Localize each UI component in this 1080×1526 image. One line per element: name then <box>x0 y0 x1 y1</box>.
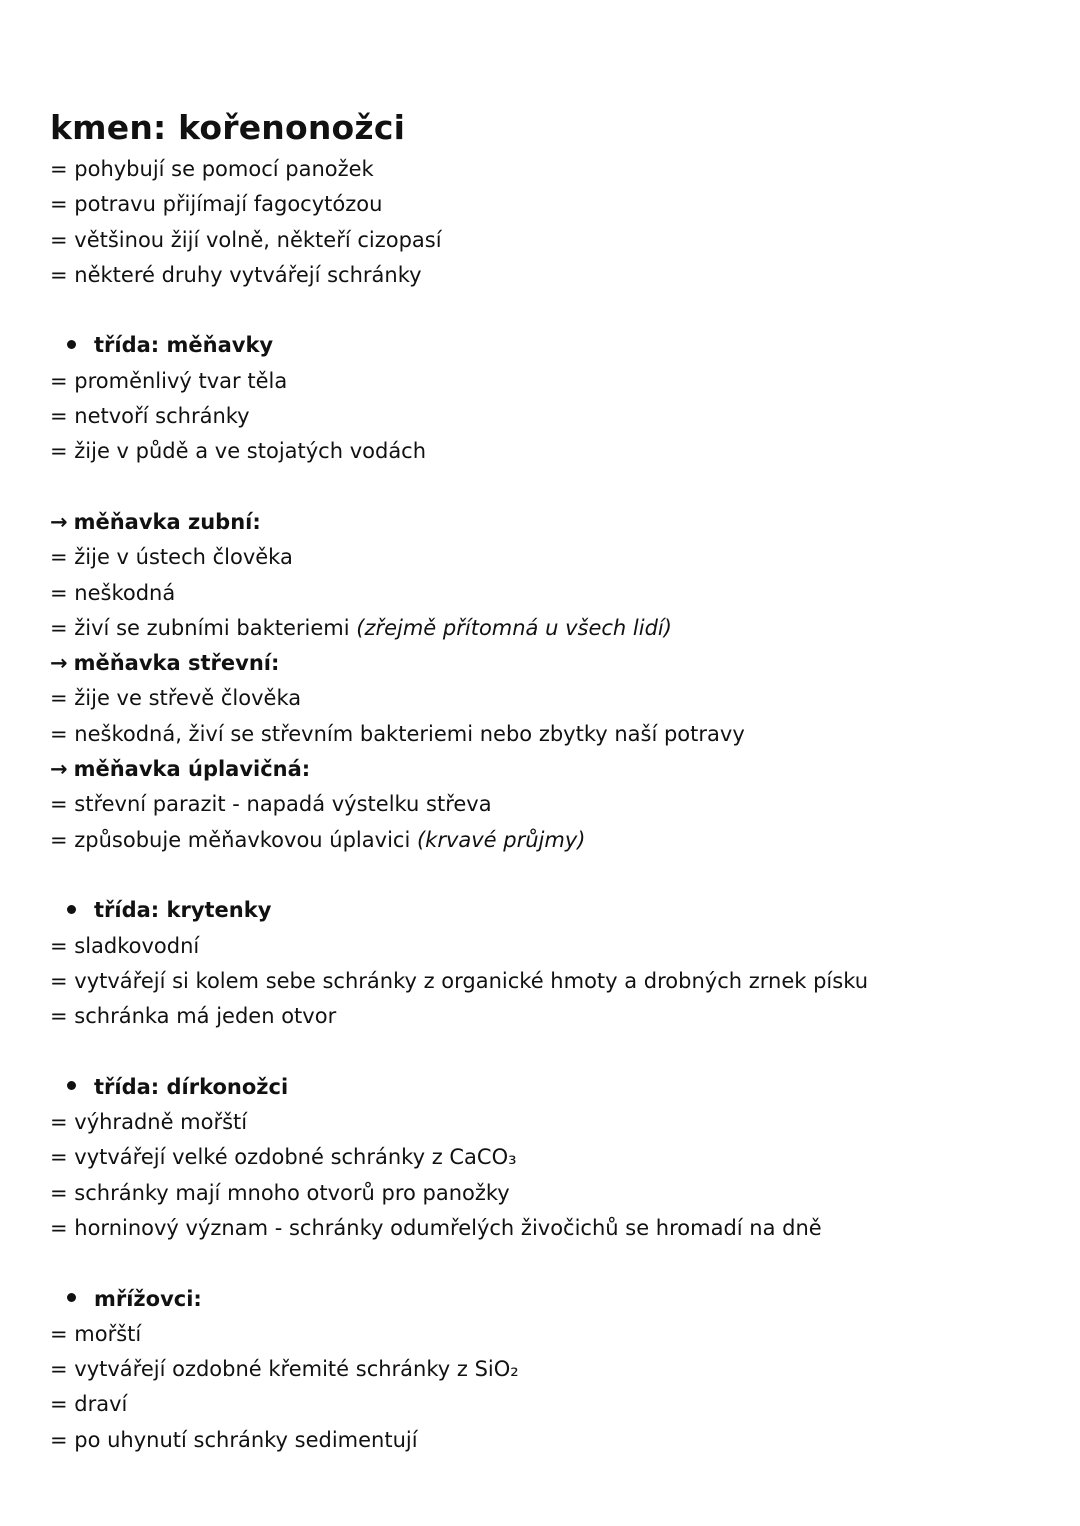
bullet-icon <box>67 905 76 914</box>
spacer <box>50 1246 1050 1281</box>
section-heading-dirkonozci <box>50 1070 1050 1105</box>
uplavicna-line-note: (krvavé průjmy) <box>416 827 586 852</box>
intro-line: = pohybují se pomocí panožek <box>50 157 374 181</box>
uplavicna-line-text: = způsobuje měňavkovou úplavici <box>50 827 417 852</box>
bullet-icon <box>67 340 76 349</box>
arrow-right-icon: → <box>50 757 68 782</box>
zubni-line-note: (zřejmě přítomná u všech lidí) <box>356 615 672 640</box>
mrizovci-line: = mořští <box>50 1321 142 1346</box>
menavky-line: = netvoří schránky <box>50 404 250 429</box>
zubni-line-text: = živí se zubními bakteriemi <box>50 615 357 640</box>
krytenky-line: = schránka má jeden otvor <box>50 1004 337 1029</box>
intro-line: = potravu přijímají fagocytózou <box>50 192 383 217</box>
dirkonozci-line: = vytvářejí velké ozdobné schránky z CaCO₃ <box>50 1145 517 1170</box>
intro-line: = některé druhy vytvářejí schránky <box>50 262 422 287</box>
krytenky-line: = sladkovodní <box>50 933 200 958</box>
uplavicna-line <box>50 823 1050 858</box>
bullet-icon <box>67 1293 76 1302</box>
spacer <box>50 293 1050 328</box>
mrizovci-line: = po uhynutí schránky sedimentují <box>50 1427 418 1452</box>
section-heading-text: mřížovci: <box>94 1286 202 1311</box>
subheading-menavka-uplavicna <box>50 752 1050 787</box>
subheading-text: měňavka úplavičná: <box>73 757 311 782</box>
bullet-icon <box>67 1081 76 1090</box>
dirkonozci-line: = výhradně mořští <box>50 1110 248 1135</box>
strevni-line: = neškodná, živí se střevním bakteriemi nebo zbytky naší potravy <box>50 721 745 746</box>
strevni-line: = žije ve střevě člověka <box>50 686 302 711</box>
zubni-line: = neškodná <box>50 580 176 605</box>
section-heading-text: třída: dírkonožci <box>94 1074 289 1099</box>
arrow-right-icon: → <box>50 509 68 534</box>
subheading-menavka-zubni <box>50 505 1050 540</box>
zubni-line <box>50 611 1050 646</box>
spacer <box>50 470 1050 505</box>
spacer <box>50 1034 1050 1069</box>
menavky-line: = žije v půdě a ve stojatých vodách <box>50 439 427 464</box>
section-heading-krytenky <box>50 893 1050 928</box>
section-heading-mrizovci <box>50 1282 1050 1317</box>
zubni-line: = žije v ústech člověka <box>50 545 293 570</box>
subheading-menavka-strevni <box>50 646 1050 681</box>
section-heading-menavky <box>50 328 1050 363</box>
mrizovci-line: = draví <box>50 1392 128 1417</box>
krytenky-line: = vytvářejí si kolem sebe schránky z organické hmoty a drobných zrnek písku <box>50 968 869 993</box>
spacer <box>50 858 1050 893</box>
dirkonozci-line: = horninový význam - schránky odumřelých živočichů se hromadí na dně <box>50 1215 822 1240</box>
page-title: kmen: kořenonožci <box>50 108 406 147</box>
mrizovci-line: = vytvářejí ozdobné křemité schránky z SiO₂ <box>50 1357 519 1382</box>
notes-page <box>50 106 1050 1458</box>
arrow-right-icon: → <box>50 651 68 676</box>
subheading-text: měňavka střevní: <box>73 651 280 676</box>
section-heading-text: třída: krytenky <box>94 898 272 923</box>
uplavicna-line: = střevní parazit - napadá výstelku střeva <box>50 792 492 817</box>
intro-line: = většinou žijí volně, někteří cizopasí <box>50 227 442 252</box>
menavky-line: = proměnlivý tvar těla <box>50 368 288 393</box>
dirkonozci-line: = schránky mají mnoho otvorů pro panožky <box>50 1180 510 1205</box>
section-heading-text: třída: měňavky <box>94 333 274 358</box>
subheading-text: měňavka zubní: <box>73 509 261 534</box>
